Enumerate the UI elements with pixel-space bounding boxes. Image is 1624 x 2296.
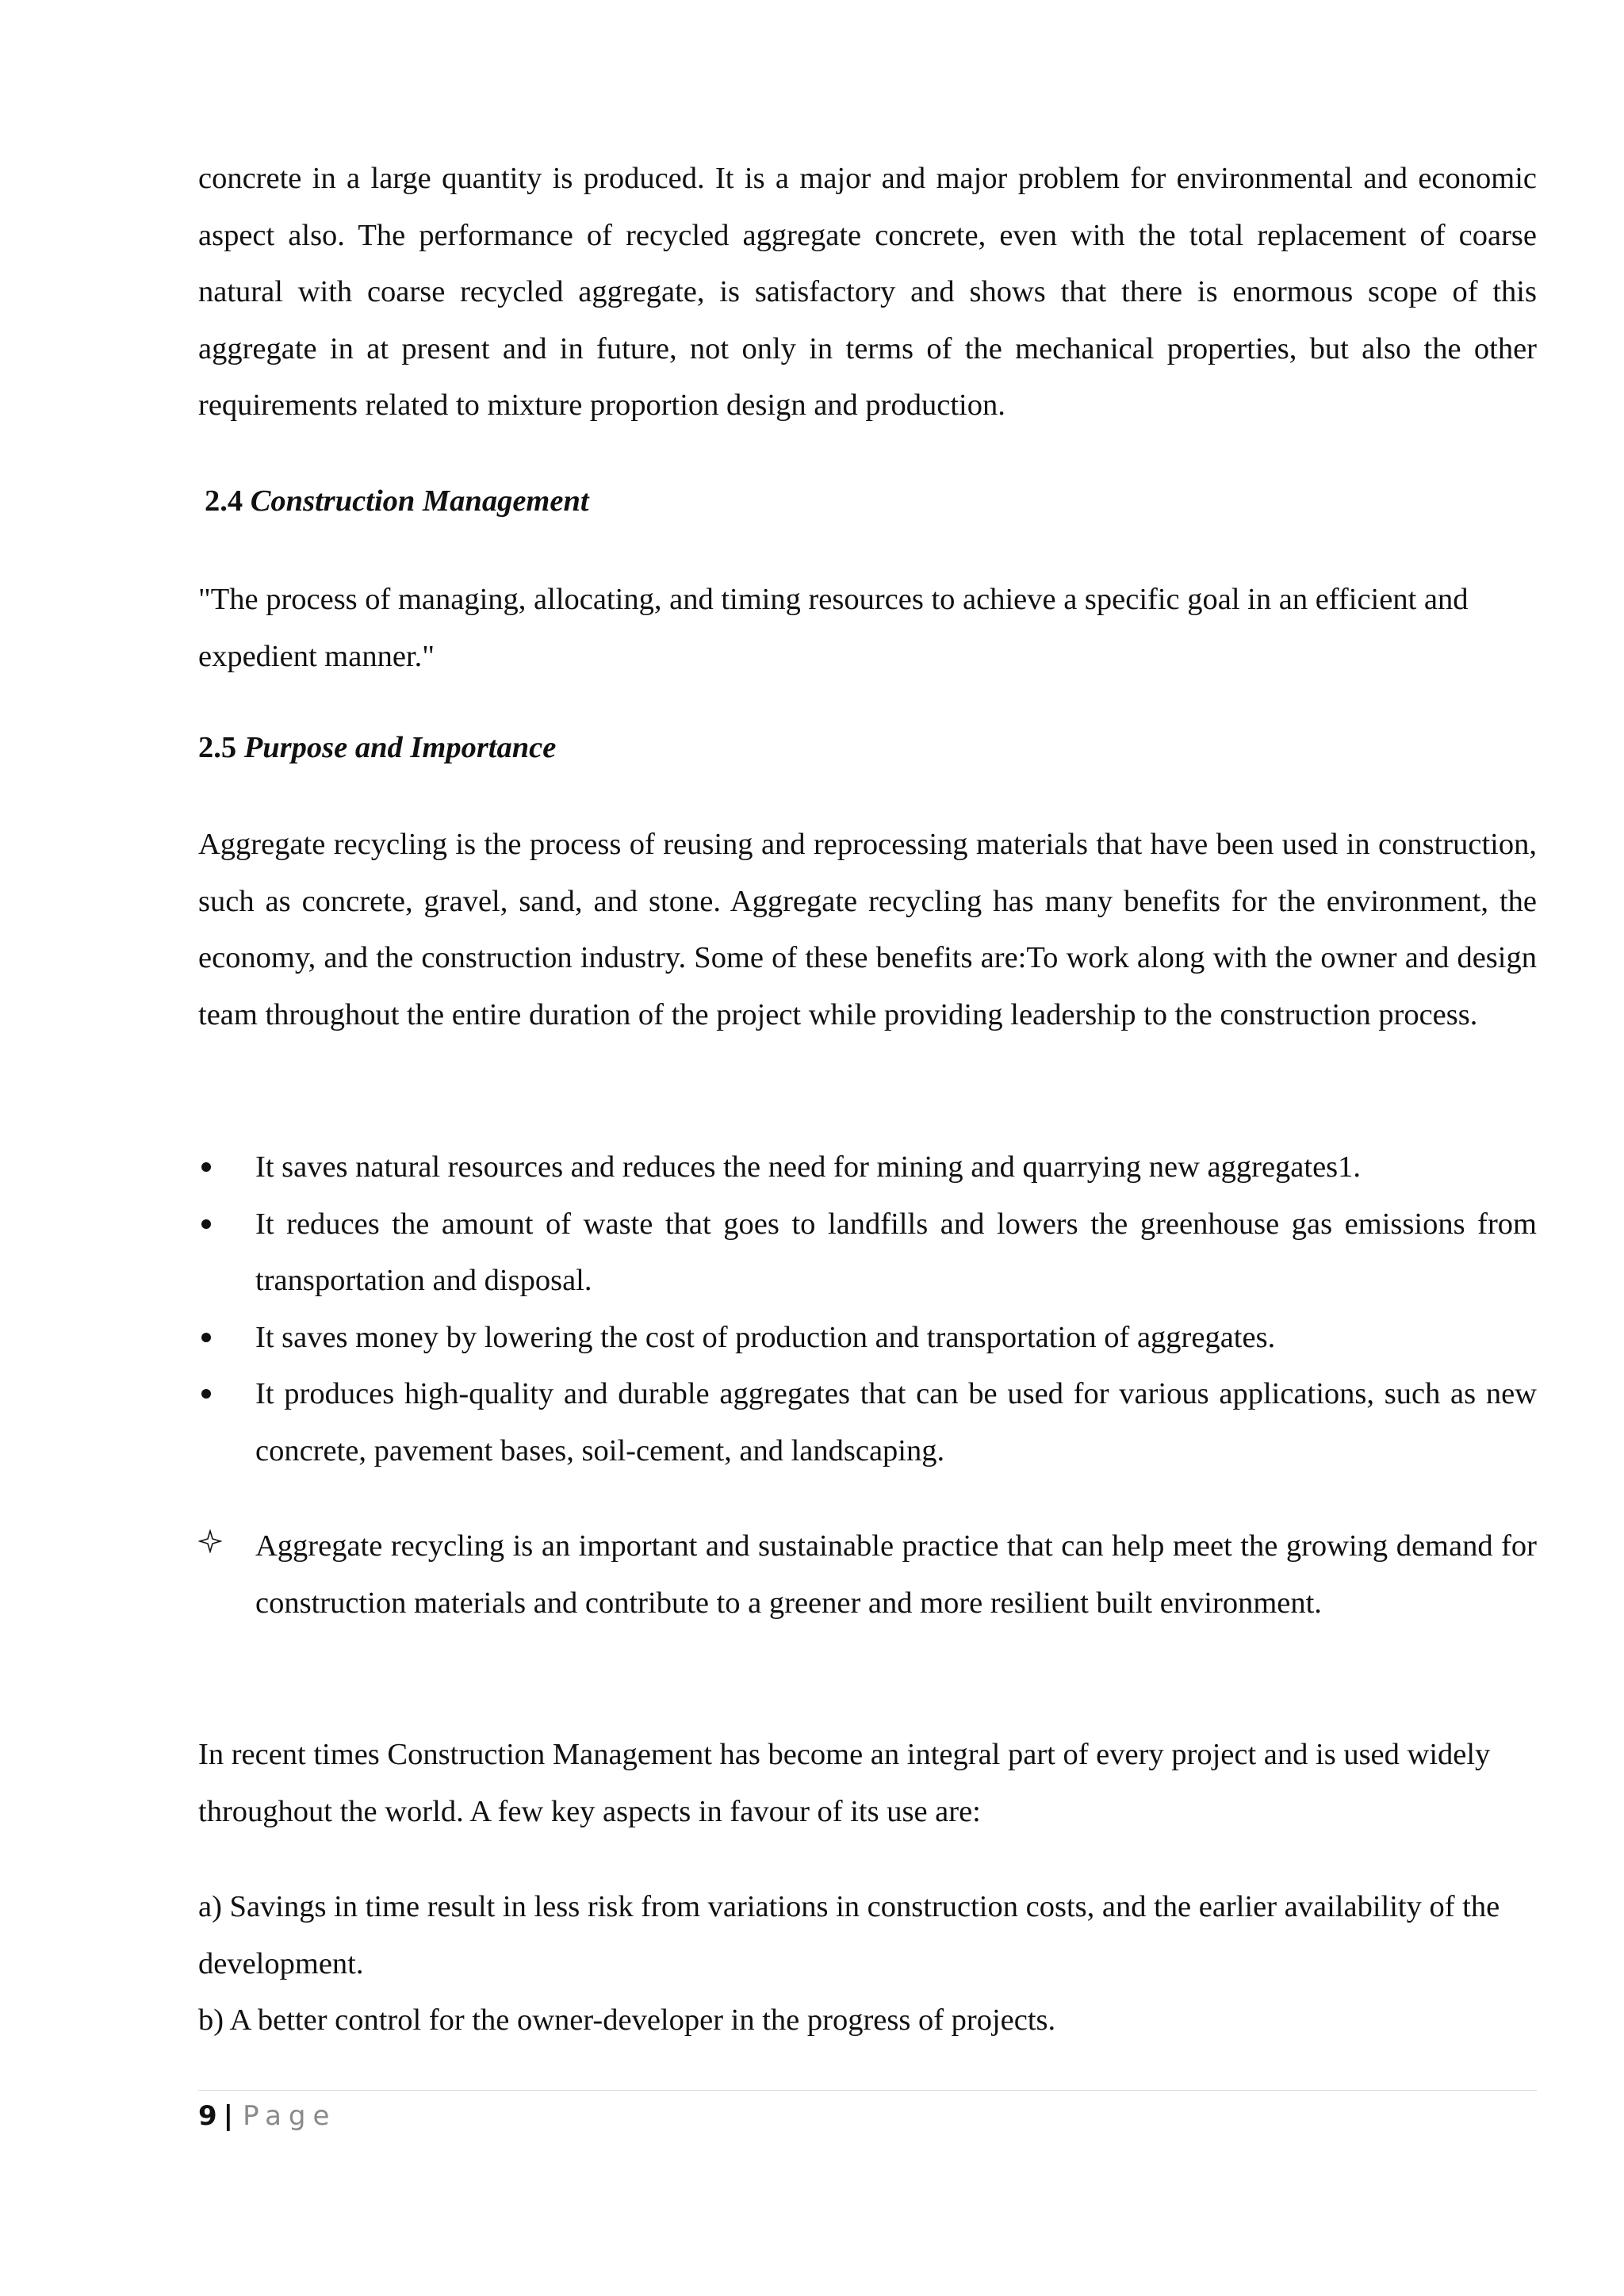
section-heading-2-4 xyxy=(205,477,589,525)
page-number: 9 xyxy=(198,2100,217,2132)
section-number: 2.5 xyxy=(198,731,237,764)
benefits-list xyxy=(198,1139,1537,1479)
page-footer xyxy=(198,2096,336,2136)
closing-paragraph: In recent times Construction Management has become an integral part of every project and is used widely throughout the world. A few key aspects in favour of its use are: xyxy=(198,1738,1491,1828)
star-point-text: Aggregate recycling is an important and sustainable practice that can help meet the growing demand for construction materials and contribute to a greener and more resilient built environment. xyxy=(255,1529,1537,1620)
section-number: 2.4 xyxy=(205,484,243,518)
section-title: Purpose and Importance xyxy=(243,731,557,764)
list-item xyxy=(198,1139,1537,1196)
bullet-dot-icon xyxy=(201,1219,211,1229)
list-item-text: It produces high-quality and durable aggregates that can be used for various applications, such as new concrete, pavement bases, soil-cement, and landscaping. xyxy=(255,1377,1537,1468)
list-item xyxy=(198,1196,1537,1310)
footer-divider xyxy=(198,2090,1537,2091)
page-label: Page xyxy=(243,2100,337,2132)
list-item-text: It saves natural resources and reduces the need for mining and quarrying new aggregates1. xyxy=(255,1150,1362,1184)
section-title: Construction Management xyxy=(250,484,589,518)
bullet-dot-icon xyxy=(201,1389,211,1399)
section-heading-2-5 xyxy=(198,724,556,771)
footer-separator: | xyxy=(223,2100,234,2132)
list-item xyxy=(198,1366,1537,1479)
intro-paragraph: concrete in a large quantity is produced. It is a major and major problem for environmental and economic aspect also. The performance of recycled aggregate concrete, even with the total replacement of coarse natural with coarse recycled aggregate, is satisfactory and shows that there is enormous scope of this aggregate in at present and in future, not only in terms of the mechanical properties, but also the other requirements related to mixture proportion design and production. xyxy=(198,162,1537,422)
list-item xyxy=(198,1310,1537,1367)
list-item-text: It saves money by lowering the cost of production and transportation of aggregates. xyxy=(255,1320,1276,1354)
bullet-dot-icon xyxy=(201,1333,211,1342)
list-item-text: It reduces the amount of waste that goes to landfills and lowers the greenhouse gas emissions from transportation and disposal. xyxy=(255,1207,1537,1297)
purpose-paragraph: Aggregate recycling is the process of reusing and reprocessing materials that have been used in construction, such as concrete, gravel, sand, and stone. Aggregate recycling has many benefits for the environment, the economy, and the construction industry. Some of these benefits are:To work along with the owner and design team throughout the entire duration of the project while providing leadership to the construction process. xyxy=(198,828,1537,1031)
aspect-item-a: a) Savings in time result in less risk from variations in construction costs, and the earlier availability of the development. xyxy=(198,1890,1500,1980)
star-point xyxy=(198,1518,1537,1632)
bullet-dot-icon xyxy=(201,1162,211,1172)
four-point-star-icon xyxy=(198,1529,222,1553)
aspect-item-b: b) A better control for the owner-developer in the progress of projects. xyxy=(198,2003,1056,2037)
definition-paragraph: "The process of managing, allocating, and timing resources to achieve a specific goal in an efficient and expedient manner." xyxy=(198,583,1469,673)
